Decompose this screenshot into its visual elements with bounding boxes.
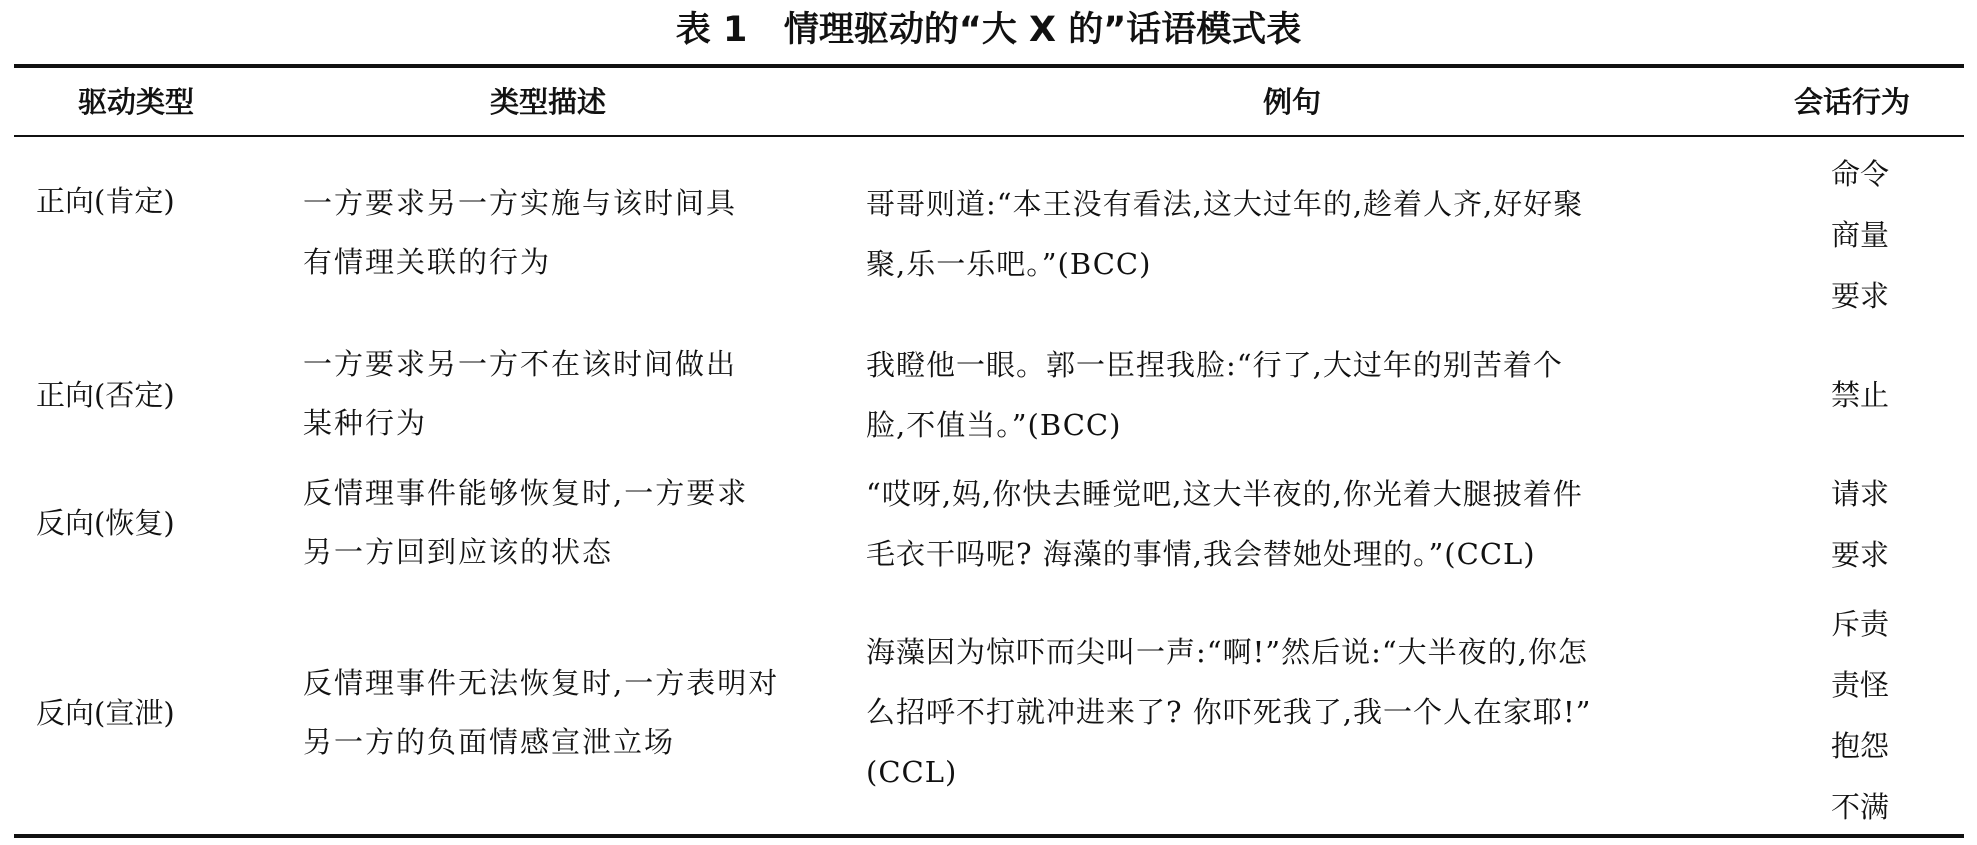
row-1-example-line-2: 聚,乐一乐吧。”(BCC) <box>866 247 1152 281</box>
row-1-example <box>866 174 1583 294</box>
row-3-example-line-2: 毛衣干吗呢? 海藻的事情,我会替她处理的。”(CCL) <box>866 537 1536 571</box>
row-1-speech-act-1: 命令 <box>1830 157 1889 191</box>
row-2-speech-acts <box>1830 365 1890 426</box>
row-2-example-line-1: 我瞪他一眼。郭一臣捏我脸:“行了,大过年的别苦着个 <box>866 348 1563 382</box>
row-4-drive-type: 反向(宣泄) <box>36 696 175 730</box>
row-2-example <box>866 335 1563 455</box>
row-2-example-line-2: 脸,不值当。”(BCC) <box>866 408 1122 442</box>
table-top-rule <box>14 64 1964 68</box>
table-bottom-rule <box>14 834 1964 838</box>
row-3-speech-acts <box>1830 464 1890 586</box>
row-4-speech-act-1: 斥责 <box>1830 607 1889 641</box>
row-4-speech-acts <box>1830 594 1890 838</box>
header-speech-act: 会话行为 <box>1794 85 1911 119</box>
row-4-example-line-3: (CCL) <box>866 755 958 789</box>
row-1-speech-act-2: 商量 <box>1830 218 1889 252</box>
row-1-example-line-1: 哥哥则道:“本王没有看法,这大过年的,趁着人齐,好好聚 <box>866 187 1584 221</box>
row-4-description-line-2: 另一方的负面情感宣泄立场 <box>303 725 676 759</box>
header-drive-type: 驱动类型 <box>78 85 195 119</box>
row-4-speech-act-2: 责怪 <box>1830 668 1889 702</box>
row-3-speech-act-2: 要求 <box>1830 538 1889 572</box>
row-1-description-line-1: 一方要求另一方实施与该时间具 <box>303 186 738 220</box>
row-3-drive-type: 反向(恢复) <box>36 506 175 540</box>
row-4-speech-act-4: 不满 <box>1830 790 1889 824</box>
table-title: 表 1 情理驱动的“大 X 的”话语模式表 <box>675 10 1302 50</box>
row-3-description-line-1: 反情理事件能够恢复时,一方要求 <box>303 476 749 510</box>
row-3-description-line-2: 另一方回到应该的状态 <box>303 535 614 569</box>
row-2-description-line-1: 一方要求另一方不在该时间做出 <box>303 347 738 381</box>
row-4-example <box>866 622 1591 802</box>
row-2-description-line-2: 某种行为 <box>303 406 428 440</box>
row-3-example <box>866 464 1583 584</box>
row-2-description <box>303 335 737 453</box>
row-1-description <box>303 174 737 292</box>
row-4-speech-act-3: 抱怨 <box>1830 729 1889 763</box>
row-3-speech-act-1: 请求 <box>1830 477 1889 511</box>
row-2-drive-type: 正向(否定) <box>36 378 175 412</box>
row-1-drive-type: 正向(肯定) <box>36 184 175 218</box>
row-2-speech-act-1: 禁止 <box>1830 378 1889 412</box>
row-3-example-line-1: “哎呀,妈,你快去睡觉吧,这大半夜的,你光着大腿披着件 <box>866 477 1583 511</box>
row-1-speech-act-3: 要求 <box>1830 279 1889 313</box>
header-example-sentence: 例句 <box>1263 85 1322 119</box>
row-4-example-line-2: 么招呼不打就冲进来了? 你吓死我了,我一个人在家耶!” <box>866 695 1592 729</box>
row-4-description <box>303 654 779 772</box>
row-1-description-line-2: 有情理关联的行为 <box>303 245 552 279</box>
row-4-description-line-1: 反情理事件无法恢复时,一方表明对 <box>303 666 780 700</box>
row-1-speech-acts <box>1830 144 1890 327</box>
header-type-description: 类型描述 <box>490 85 607 119</box>
row-4-example-line-1: 海藻因为惊吓而尖叫一声:“啊!”然后说:“大半夜的,你怎 <box>866 635 1588 669</box>
row-3-description <box>303 464 748 582</box>
table-header-rule <box>14 135 1964 137</box>
